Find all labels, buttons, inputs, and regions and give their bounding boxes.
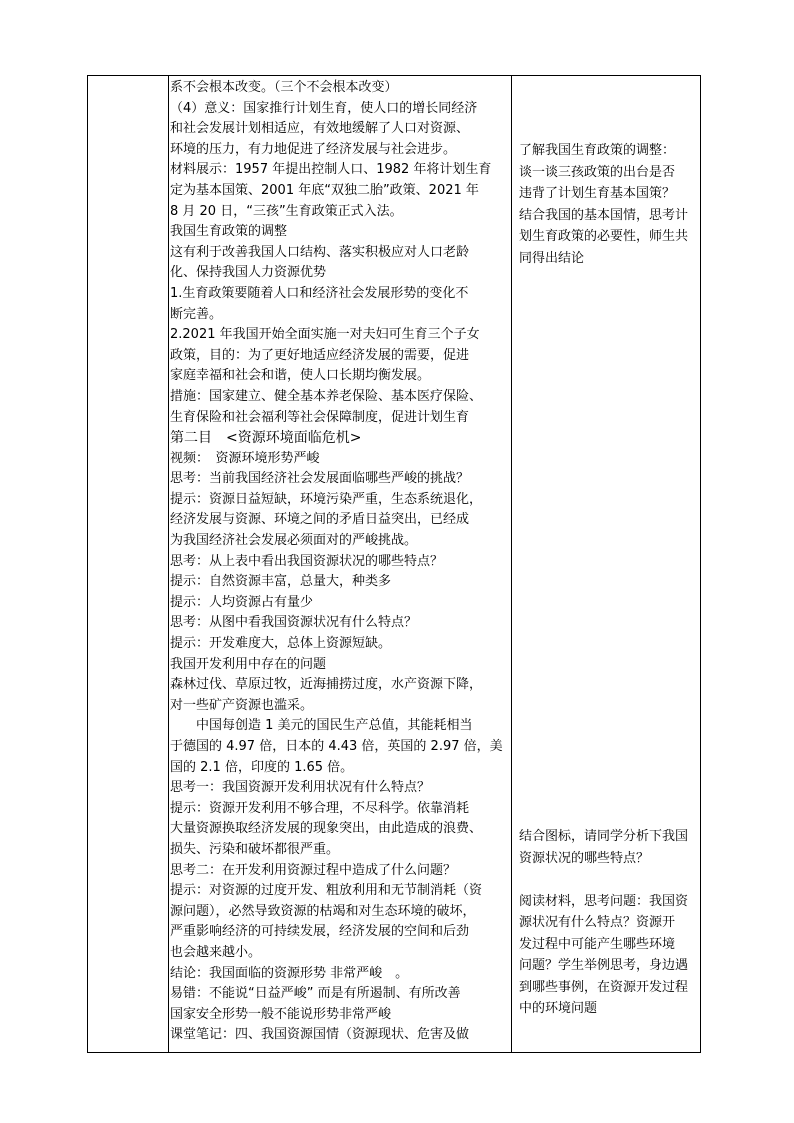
lesson-plan-table: [87, 75, 701, 1053]
content-line: 提示：资源开发利用不够合理，不尽科学。依靠消耗: [170, 800, 470, 816]
content-line: 这有利于改善我国人口结构、落实积极应对人口老龄: [170, 244, 470, 260]
content-line: 8 月 20 日，“三孩”生育政策正式入法。: [170, 203, 403, 219]
content-line: 思考一：我国资源开发利用状况有什么特点？: [170, 780, 431, 796]
activity-line: 发过程中可能产生哪些环境: [519, 936, 676, 952]
content-line: 思考：从上表中看出我国资源状况的哪些特点？: [170, 553, 444, 569]
content-line: 思考二：在开发利用资源过程中造成了什么问题？: [170, 862, 457, 878]
content-line: 于德国的 4.97 倍，日本的 4.43 倍，英国的 2.97 倍，美: [170, 739, 503, 754]
content-line: 严重影响经济的可持续发展，经济发展的空间和后劲: [170, 924, 470, 940]
content-line: 中国每创造 1 美元的国民生产总值，其能耗相当: [170, 718, 473, 734]
content-line: 也会越来越小。: [170, 944, 262, 960]
activity-line: 阅读材料，思考问题：我国资: [519, 893, 689, 909]
content-line: 断完善。: [170, 306, 223, 322]
section-heading: 第二目 <资源环境面临危机>: [170, 430, 362, 447]
column-divider-left: [168, 76, 169, 1052]
content-line: 课堂笔记：四、我国资源国情（资源现状、危害及做: [170, 1027, 470, 1043]
content-line: 提示：对资源的过度开发、粗放利用和无节制消耗（资: [170, 883, 483, 899]
content-line: 思考：当前我国经济社会发展面临哪些严峻的挑战？: [170, 471, 470, 487]
activity-line: 源状况有什么特点？资源开: [519, 915, 676, 930]
content-line: 生育保险和社会福利等社会保障制度，促进计划生育: [170, 409, 470, 425]
content-line: 国的 2.1 倍，印度的 1.65 倍。: [170, 759, 354, 775]
content-line: 材料展示：1957 年提出控制人口、1982 年将计划生育: [170, 162, 492, 178]
content-line: 结论：我国面临的资源形势 非常严峻 。: [170, 965, 409, 981]
content-line: 大量资源换取经济发展的现象突出，由此造成的浪费、: [170, 821, 483, 837]
content-line: 措施：国家建立、健全基本养老保险、基本医疗保险、: [170, 388, 483, 404]
activity-line: [519, 869, 699, 891]
activity-line: 了解我国生育政策的调整：: [519, 143, 676, 158]
student-activity-block-1: [519, 140, 699, 269]
content-line: 森林过伐、草原过牧，近海捕捞过度，水产资源下降，: [170, 677, 483, 693]
activity-line: 违背了计划生育基本国策？: [519, 186, 676, 201]
content-line: 损失、污染和破坏都很严重。: [170, 841, 340, 857]
activity-line: 资源状况的哪些特点？: [519, 850, 650, 866]
content-line: 为我国经济社会发展必须面对的严峻挑战。: [170, 533, 418, 549]
content-line: 1.生育政策要随着人口和经济社会发展形势的变化不: [170, 285, 469, 301]
content-line: 环境的压力，有力地促进了经济发展与社会进步。: [170, 141, 457, 157]
content-line: 化、保持我国人力资源优势: [170, 265, 327, 281]
student-activity-block-2: [519, 826, 699, 1020]
content-line: 提示：开发难度大，总体上资源短缺。: [170, 636, 392, 652]
content-line: 国家安全形势一般不能说形势非常严峻: [170, 1006, 392, 1022]
content-line: 思考：从图中看我国资源状况有什么特点？: [170, 615, 418, 631]
content-line: （4）意义：国家推行计划生育，使人口的增长同经济: [170, 100, 478, 116]
content-line: 政策，目的：为了更好地适应经济发展的需要，促进: [170, 347, 470, 363]
activity-line: 中的环境问题: [519, 1001, 598, 1016]
content-line: 提示：人均资源占有量少: [170, 594, 314, 610]
content-line: 对一些矿产资源也滥采。: [170, 697, 314, 713]
content-line: 2.2021 年我国开始全面实施一对夫妇可生育三个子女: [170, 327, 480, 343]
content-line: 我国生育政策的调整: [170, 224, 288, 240]
teaching-content-column: [170, 78, 510, 1046]
activity-line: 到哪些事例，在资源开发过程: [519, 979, 689, 995]
content-line: 家庭幸福和社会和谐，使人口长期均衡发展。: [170, 368, 431, 384]
activity-line: 谈一谈三孩政策的出台是否: [519, 164, 676, 180]
activity-line: 同得出结论: [519, 250, 585, 266]
activity-line: 问题？学生举例思考，身边遇: [519, 958, 689, 973]
content-line: 易错：不能说“日益严峻” 而是有所遏制、有所改善: [170, 986, 461, 1002]
content-line: 视频： 资源环境形势严峻: [170, 450, 320, 466]
content-line: 源问题），必然导致资源的枯竭和对生态环境的破坏，: [170, 903, 476, 919]
activity-line: 划生育政策的必要性，师生共: [519, 229, 689, 244]
content-line: 定为基本国策、2001 年底“双独二胎”政策、2021 年: [170, 182, 479, 198]
content-line: 我国开发利用中存在的问题: [170, 656, 327, 672]
content-line: 和社会发展计划相适应，有效地缓解了人口对资源、: [170, 121, 470, 137]
content-line: 经济发展与资源、环境之间的矛盾日益突出，已经成: [170, 512, 470, 528]
activity-line: 结合图标，请同学分析下我国: [519, 829, 689, 844]
content-line: 提示：自然资源丰富，总量大，种类多: [170, 574, 392, 590]
column-divider-right: [511, 76, 512, 1052]
content-line: 系不会根本改变。（三个不会根本改变）: [170, 80, 398, 95]
activity-line: 结合我国的基本国情，思考计: [519, 207, 689, 223]
content-line: 提示：资源日益短缺，环境污染严重，生态系统退化，: [170, 491, 483, 507]
